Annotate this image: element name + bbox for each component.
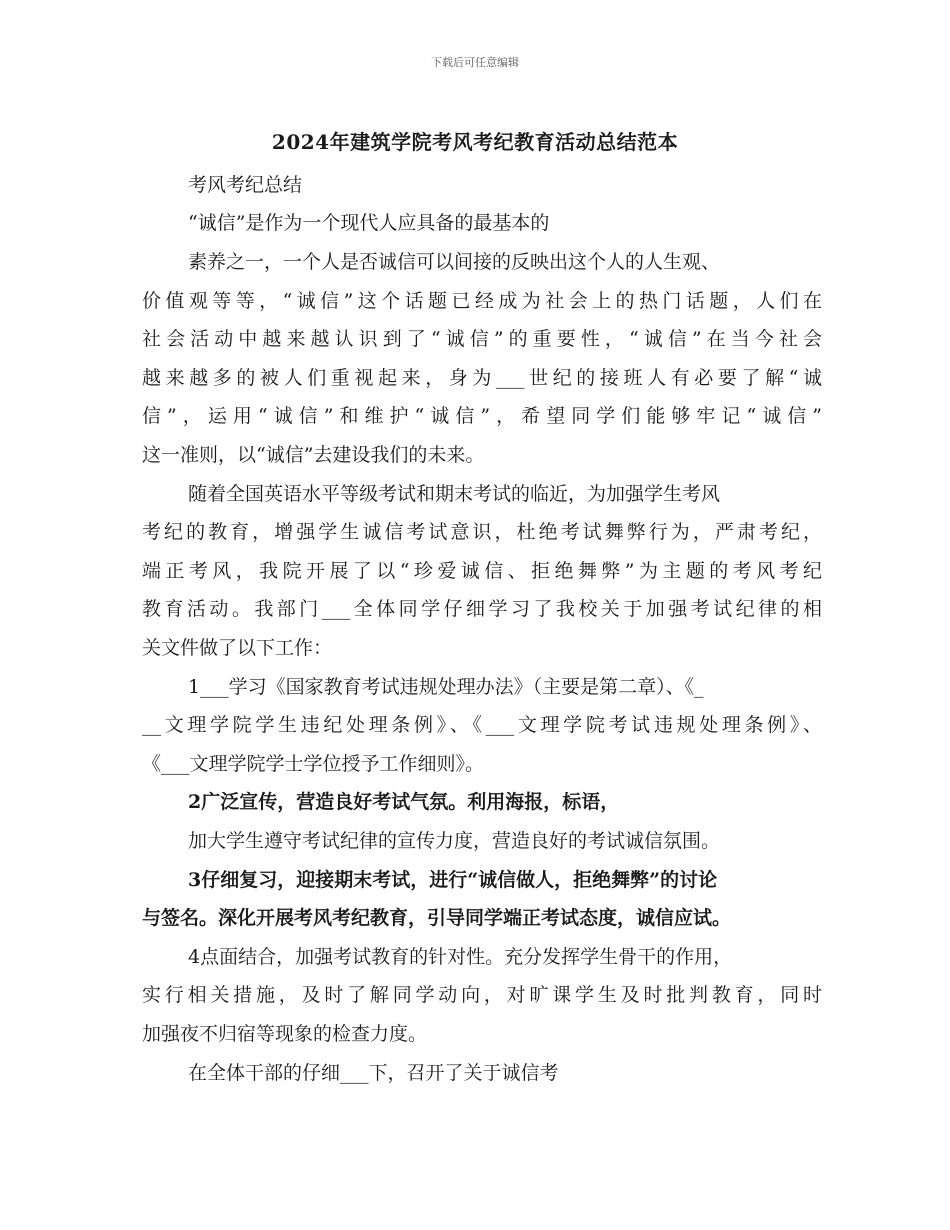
paragraph-line: 关文件做了以下工作： (142, 637, 333, 659)
paragraph-line: 考纪的教育，增强学生诚信考试意识，杜绝考试舞弊行为，严肃考纪， (142, 521, 822, 543)
paragraph-line: 越来越多的被人们重视起来，身为___世纪的接班人有必要了解“诚 (142, 367, 822, 389)
header-note: 下载后可任意编辑 (431, 56, 519, 69)
document-title: 2024年建筑学院考风考纪教育活动总结范本 (271, 130, 679, 154)
paragraph-line: 信”，运用“诚信”和维护“诚信”，希望同学们能够牢记“诚信” (142, 405, 822, 427)
list-item-line: 1___学习《国家教育考试违规处理办法》（主要是第二章）、《_ (188, 676, 704, 698)
paragraph-line: 素养之一，一个人是否诚信可以间接的反映出这个人的人生观、 (188, 251, 721, 273)
paragraph-line: 价值观等等，“诚信”这个话题已经成为社会上的热门话题，人们在 (142, 290, 822, 312)
paragraph-line: 考风考纪总结 (188, 174, 303, 196)
list-item-line: 实行相关措施，及时了解同学动向，对旷课学生及时批判教育，同时 (142, 984, 822, 1006)
paragraph-line: 加大学生遵守考试纪律的宣传力度，营造良好的考试诚信氛围。 (188, 830, 721, 852)
paragraph-line: 教育活动。我部门___全体同学仔细学习了我校关于加强考试纪律的相 (142, 598, 822, 620)
list-item-line: 《___文理学院学士学位授予工作细则》。 (142, 753, 485, 775)
paragraph-line: 这一准则，以“诚信”去建设我们的未来。 (142, 444, 485, 466)
list-item-line: 4点面结合，加强考试教育的针对性。充分发挥学生骨干的作用， (188, 946, 733, 968)
paragraph-line: 随着全国英语水平等级考试和期末考试的临近，为加强学生考风 (188, 483, 721, 505)
list-item-line: 2广泛宣传，营造良好考试气氛。利用海报，标语， (188, 791, 620, 813)
paragraph-line: 端正考风，我院开展了以“珍爱诚信、拒绝舞弊”为主题的考风考纪 (142, 560, 822, 582)
paragraph-line: “诚信”是作为一个现代人应具备的最基本的 (188, 212, 550, 234)
list-item-line: __文理学院学生违纪处理条例》、《___文理学院考试违规处理条例》、 (142, 714, 822, 736)
list-item-line: 3仔细复习，迎接期末考试，进行“诚信做人，拒绝舞弊”的讨论 (188, 869, 718, 891)
paragraph-line: 社会活动中越来越认识到了“诚信”的重要性，“诚信”在当今社会 (142, 328, 822, 350)
list-item-line: 与签名。深化开展考风考纪教育，引导同学端正考试态度，诚信应试。 (142, 907, 732, 929)
list-item-line: 加强夜不归宿等现象的检查力度。 (142, 1023, 428, 1045)
paragraph-line: 在全体干部的仔细___下，召开了关于诚信考 (188, 1062, 559, 1084)
